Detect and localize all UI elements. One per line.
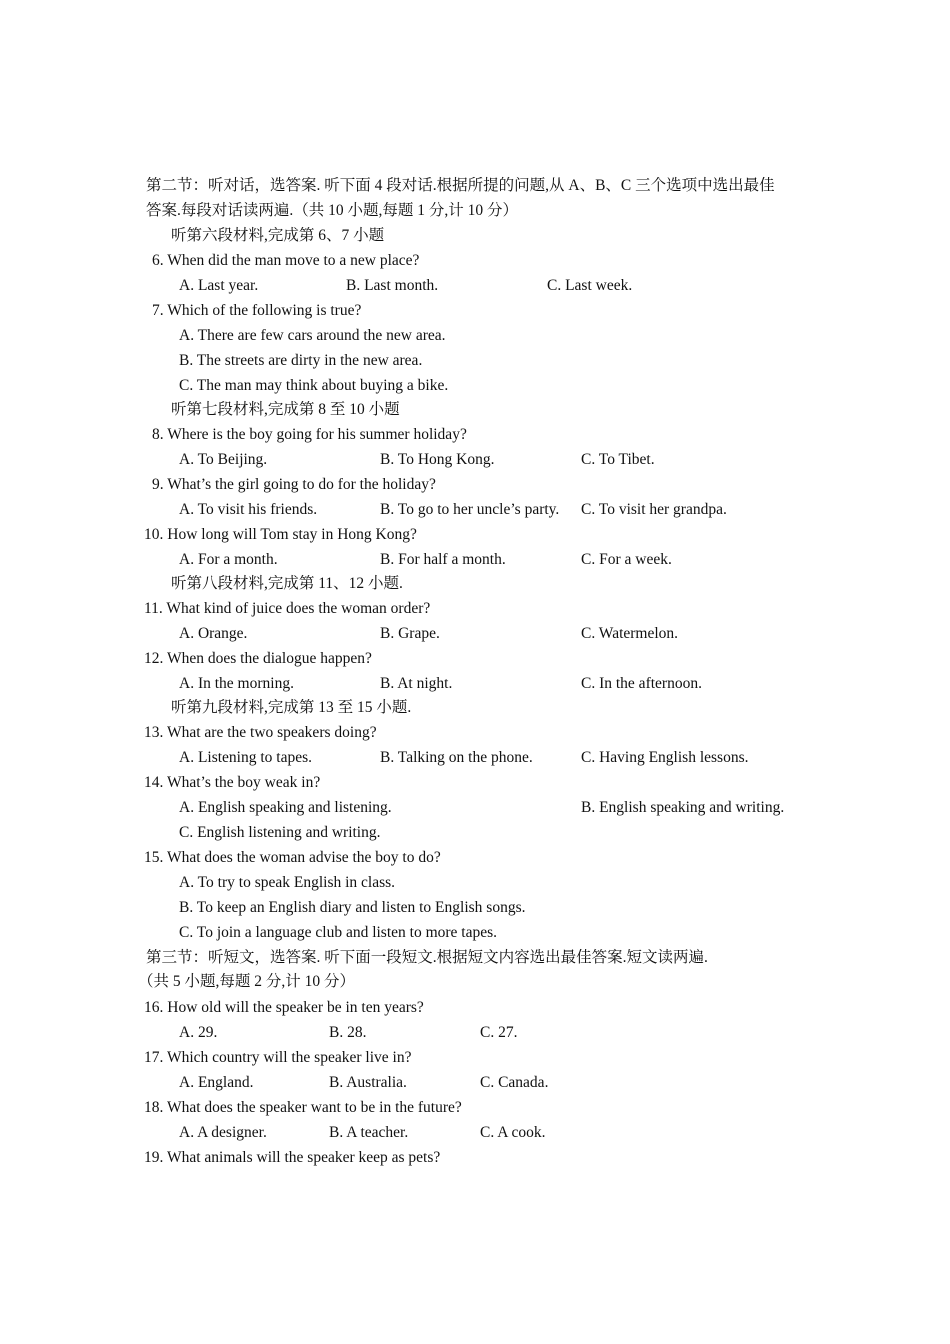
- question-16-option-a: A. 29.: [179, 1024, 218, 1041]
- question-9-option-b: B. To go to her uncle’s party.: [380, 501, 560, 518]
- question-7-option-c: C. The man may think about buying a bike.: [179, 377, 449, 394]
- question-10-option-a: A. For a month.: [179, 551, 278, 568]
- question-11: 11. What kind of juice does the woman order?: [144, 600, 431, 617]
- question-17-option-a: A. England.: [179, 1074, 254, 1091]
- material-intro-8: 听第八段材料,完成第 11、12 小题.: [171, 575, 403, 592]
- section3-heading-line1: 第三节：听短文，选答案. 听下面一段短文.根据短文内容选出最佳答案.短文读两遍.: [146, 949, 708, 966]
- question-9-option-a: A. To visit his friends.: [179, 501, 318, 518]
- question-14-option-b: B. English speaking and writing.: [581, 799, 785, 816]
- question-14: 14. What’s the boy weak in?: [144, 774, 321, 791]
- section2-heading-line2: 答案.每段对话读两遍.（共 10 小题,每题 1 分,计 10 分）: [146, 202, 519, 219]
- question-13: 13. What are the two speakers doing?: [144, 724, 377, 741]
- question-12-option-b: B. At night.: [380, 675, 453, 692]
- question-11-option-b: B. Grape.: [380, 625, 440, 642]
- question-16-option-b: B. 28.: [329, 1024, 367, 1041]
- question-17-option-c: C. Canada.: [480, 1074, 549, 1091]
- question-7-option-b: B. The streets are dirty in the new area.: [179, 352, 423, 369]
- question-12-option-a: A. In the morning.: [179, 675, 294, 692]
- question-15-option-a: A. To try to speak English in class.: [179, 874, 396, 891]
- question-15-option-c: C. To join a language club and listen to more tapes.: [179, 924, 498, 941]
- question-8-option-a: A. To Beijing.: [179, 451, 268, 468]
- question-10-option-c: C. For a week.: [581, 551, 672, 568]
- question-19: 19. What animals will the speaker keep as pets?: [144, 1149, 441, 1166]
- question-18: 18. What does the speaker want to be in the future?: [144, 1099, 462, 1116]
- question-11-option-c: C. Watermelon.: [581, 625, 679, 642]
- question-13-option-c: C. Having English lessons.: [581, 749, 749, 766]
- question-8: 8. Where is the boy going for his summer holiday?: [152, 426, 467, 443]
- question-12-option-c: C. In the afternoon.: [581, 675, 702, 692]
- question-7-option-a: A. There are few cars around the new area.: [179, 327, 446, 344]
- question-6-option-a: A. Last year.: [179, 277, 259, 294]
- question-13-option-b: B. Talking on the phone.: [380, 749, 533, 766]
- question-15: 15. What does the woman advise the boy to do?: [144, 849, 441, 866]
- question-6: 6. When did the man move to a new place?: [152, 252, 420, 269]
- question-10: 10. How long will Tom stay in Hong Kong?: [144, 526, 417, 543]
- question-18-option-a: A. A designer.: [179, 1124, 267, 1141]
- section3-heading-line2: （共 5 小题,每题 2 分,计 10 分）: [138, 973, 356, 990]
- question-17-option-b: B. Australia.: [329, 1074, 407, 1091]
- question-18-option-c: C. A cook.: [480, 1124, 546, 1141]
- question-8-option-c: C. To Tibet.: [581, 451, 655, 468]
- section2-heading-line1: 第二节：听对话，选答案. 听下面 4 段对话.根据所提的问题,从 A、B、C 三个选项中选出最佳: [146, 177, 775, 194]
- question-13-option-a: A. Listening to tapes.: [179, 749, 313, 766]
- question-6-option-c: C. Last week.: [547, 277, 633, 294]
- question-6-option-b: B. Last month.: [346, 277, 439, 294]
- question-10-option-b: B. For half a month.: [380, 551, 506, 568]
- question-16-option-c: C. 27.: [480, 1024, 518, 1041]
- question-11-option-a: A. Orange.: [179, 625, 248, 642]
- question-7: 7. Which of the following is true?: [152, 302, 362, 319]
- question-14-option-a: A. English speaking and listening.: [179, 799, 392, 816]
- question-18-option-b: B. A teacher.: [329, 1124, 409, 1141]
- question-12: 12. When does the dialogue happen?: [144, 650, 372, 667]
- question-9-option-c: C. To visit her grandpa.: [581, 501, 727, 518]
- question-16: 16. How old will the speaker be in ten years?: [144, 999, 424, 1016]
- material-intro-6: 听第六段材料,完成第 6、7 小题: [171, 227, 385, 244]
- material-intro-7: 听第七段材料,完成第 8 至 10 小题: [171, 401, 400, 418]
- question-15-option-b: B. To keep an English diary and listen to English songs.: [179, 899, 526, 916]
- question-8-option-b: B. To Hong Kong.: [380, 451, 495, 468]
- question-14-option-c: C. English listening and writing.: [179, 824, 381, 841]
- question-9: 9. What’s the girl going to do for the holiday?: [152, 476, 436, 493]
- material-intro-9: 听第九段材料,完成第 13 至 15 小题.: [171, 699, 412, 716]
- question-17: 17. Which country will the speaker live in?: [144, 1049, 412, 1066]
